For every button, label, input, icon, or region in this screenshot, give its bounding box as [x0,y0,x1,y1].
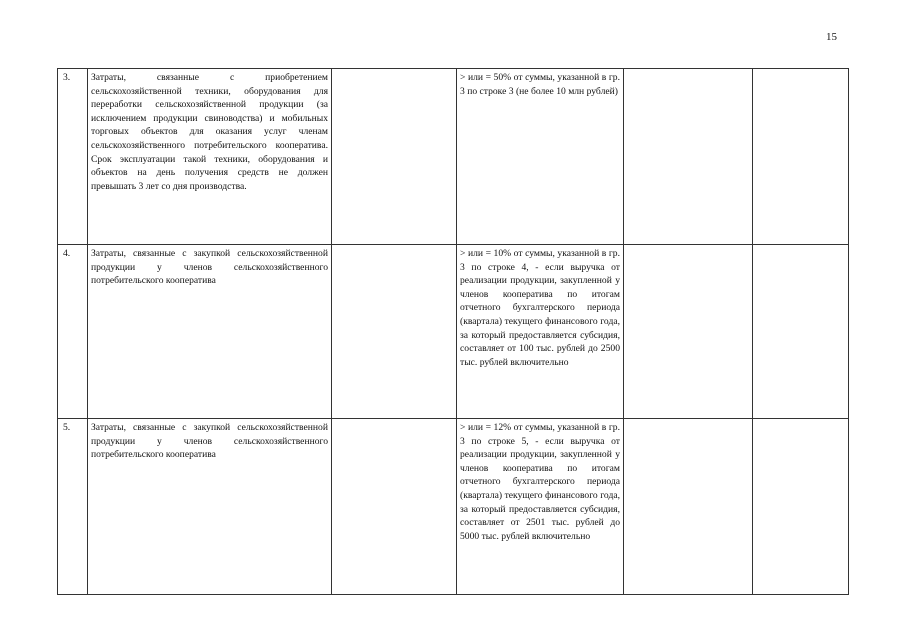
amount-cell [332,69,457,245]
row-number: 3. [58,69,88,245]
row-description-cell [88,419,332,595]
empty-cell [624,419,753,595]
table-row [58,419,849,595]
condition-cell [457,245,624,419]
empty-cell [624,69,753,245]
row-description: Затраты, связанные с приобретением сельскохозяйственной техники, оборудования для переработки сельскохозяйственной продукции (за исключением продукции свиноводства) и мобильных торговых объектов для оказания услуг членам сельскохозяйственного потребительского кооператива. Срок эксплуатации такой техники, оборудования и объектов на день получения средств не должен превышать 3 лет со дня производства. [91,72,328,192]
empty-cell [753,419,849,595]
row-condition: > или = 12% от суммы, указанной в гр. 3 по строке 5, - если выручка от реализации продукции, закупленной у членов кооператива по итогам отчетного бухгалтерского периода (квартала) текущего финансового года, за который предоставляется субсидия, составляет от 2501 тыс. рублей до 5000 тыс. рублей включительно [460,422,620,542]
row-condition: > или = 10% от суммы, указанной в гр. 3 по строке 4, - если выручка от реализации продукции, закупленной у членов кооператива по итогам отчетного бухгалтерского периода (квартала) текущего финансового года, за который предоставляется субсидия, составляет от 100 тыс. рублей до 2500 тыс. рублей включительно [460,248,620,368]
page-number: 15 [826,31,837,43]
amount-cell [332,245,457,419]
table-row [58,69,849,245]
condition-cell [457,69,624,245]
row-description: Затраты, связанные с закупкой сельскохозяйственной продукции у членов сельскохозяйственного потребительского кооператива [91,248,328,287]
row-description: Затраты, связанные с закупкой сельскохозяйственной продукции у членов сельскохозяйственного потребительского кооператива [91,422,328,461]
amount-cell [332,419,457,595]
empty-cell [753,245,849,419]
row-number: 4. [58,245,88,419]
empty-cell [624,245,753,419]
row-condition: > или = 50% от суммы, указанной в гр. 3 по строке 3 (не более 10 млн рублей) [460,72,620,97]
condition-cell [457,419,624,595]
row-description-cell [88,69,332,245]
row-number: 5. [58,419,88,595]
table-row [58,245,849,419]
row-description-cell [88,245,332,419]
subsidy-conditions-table [57,68,849,595]
empty-cell [753,69,849,245]
